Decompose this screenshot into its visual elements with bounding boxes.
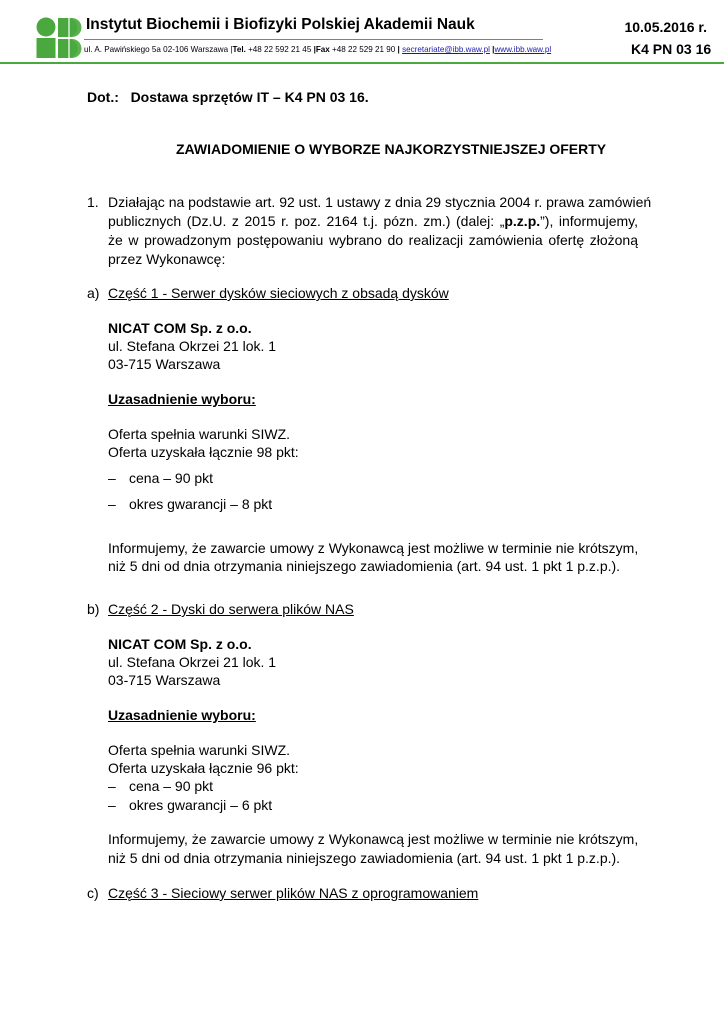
fax-label: Fax bbox=[315, 45, 330, 54]
email-link[interactable]: secretariate@ibb.waw.pl bbox=[402, 45, 490, 54]
part-title: Część 2 - Dyski do serwera plików NAS bbox=[108, 601, 354, 617]
notice-line: Informujemy, że zawarcie umowy z Wykonawcą jest możliwe w terminie nie krótszym, bbox=[108, 540, 639, 556]
conditions-text: Oferta spełnia warunki SIWZ. bbox=[108, 426, 291, 442]
subject-label: Dot.: bbox=[87, 89, 119, 105]
part-letter: b) bbox=[87, 601, 100, 617]
intro-line: przez Wykonawcę: bbox=[108, 251, 226, 267]
phone-number: +48 22 592 21 45 bbox=[248, 45, 312, 54]
ibb-logo-icon bbox=[36, 17, 82, 59]
company-city: 03-715 Warszawa bbox=[108, 672, 221, 688]
justification-heading: Uzasadnienie wyboru: bbox=[108, 707, 256, 723]
company-name: NICAT COM Sp. z o.o. bbox=[108, 320, 252, 336]
company-city: 03-715 Warszawa bbox=[108, 356, 221, 372]
tel-label: Tel. bbox=[232, 45, 246, 54]
list-number: 1. bbox=[87, 194, 99, 210]
company-street: ul. Stefana Okrzei 21 lok. 1 bbox=[108, 338, 277, 354]
part-letter: c) bbox=[87, 885, 99, 901]
company-name: NICAT COM Sp. z o.o. bbox=[108, 636, 252, 652]
criterion-item: cena – 90 pkt bbox=[129, 470, 214, 486]
intro-line: Działając na podstawie art. 92 ust. 1 ustawy z dnia 29 stycznia 2004 r. prawa zamówień bbox=[108, 194, 652, 210]
subject-text: Dostawa sprzętów IT – K4 PN 03 16. bbox=[130, 89, 369, 105]
reference-number: K4 PN 03 16 bbox=[631, 41, 712, 57]
criterion-bullet: – bbox=[108, 496, 116, 512]
criterion-item: cena – 90 pkt bbox=[129, 778, 214, 794]
part-title: Część 3 - Sieciowy serwer plików NAS z oprogramowaniem bbox=[108, 885, 479, 901]
fax-number: +48 22 529 21 90 bbox=[332, 45, 396, 54]
document-date: 10.05.2016 r. bbox=[624, 19, 707, 35]
notice-line: niż 5 dni od dnia otrzymania niniejszego zawiadomienia (art. 94 ust. 1 pkt 1 p.z.p.). bbox=[108, 558, 621, 574]
document-title: ZAWIADOMIENIE O WYBORZE NAJKORZYSTNIEJSZEJ OFERTY bbox=[176, 141, 607, 157]
notice-line: Informujemy, że zawarcie umowy z Wykonawcą jest możliwe w terminie nie krótszym, bbox=[108, 831, 639, 847]
separator: | bbox=[313, 45, 316, 54]
score-text: Oferta uzyskała łącznie 98 pkt: bbox=[108, 444, 299, 460]
intro-line: publicznych (Dz.U. z 2015 r. poz. 2164 t.j. pózn. zm.) (dalej: „p.z.p.”), informujemy, bbox=[108, 213, 638, 229]
separator: | bbox=[397, 45, 400, 54]
criterion-bullet: – bbox=[108, 778, 116, 794]
contact-line bbox=[84, 45, 551, 54]
part-title: Część 1 - Serwer dysków sieciowych z obsadą dysków bbox=[108, 285, 449, 301]
pzp-abbrev: p.z.p. bbox=[504, 213, 541, 229]
score-text: Oferta uzyskała łącznie 96 pkt: bbox=[108, 760, 299, 776]
subject-line bbox=[87, 88, 369, 107]
criterion-item: okres gwarancji – 6 pkt bbox=[129, 797, 273, 813]
criterion-bullet: – bbox=[108, 470, 116, 486]
company-street: ul. Stefana Okrzei 21 lok. 1 bbox=[108, 654, 277, 670]
letterhead bbox=[0, 0, 724, 64]
institute-name: Instytut Biochemii i Biofizyki Polskiej Akademii Nauk bbox=[86, 16, 475, 33]
separator: | bbox=[492, 45, 495, 54]
separator: | bbox=[230, 45, 233, 54]
header-bottom-rule bbox=[0, 62, 724, 64]
address: ul. A. Pawińskiego 5a 02-106 Warszawa bbox=[84, 45, 229, 54]
header-divider bbox=[84, 39, 543, 40]
justification-heading: Uzasadnienie wyboru: bbox=[108, 391, 256, 407]
notice-line: niż 5 dni od dnia otrzymania niniejszego zawiadomienia (art. 94 ust. 1 pkt 1 p.z.p.). bbox=[108, 850, 621, 866]
criterion-bullet: – bbox=[108, 797, 116, 813]
conditions-text: Oferta spełnia warunki SIWZ. bbox=[108, 742, 291, 758]
intro-line: że w prowadzonym postępowaniu wybrano do realizacji zamówienia ofertę złożoną bbox=[108, 232, 638, 248]
website-link[interactable]: www.ibb.waw.pl bbox=[494, 45, 552, 54]
part-letter: a) bbox=[87, 285, 100, 301]
criterion-item: okres gwarancji – 8 pkt bbox=[129, 496, 273, 512]
